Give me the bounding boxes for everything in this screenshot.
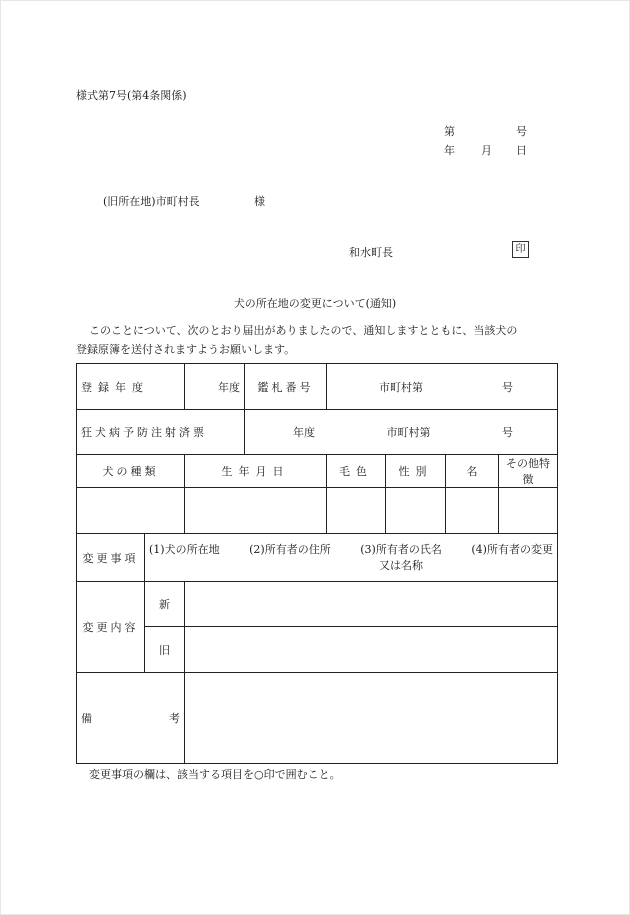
change-content-label: 変更内容 xyxy=(82,621,139,634)
col-birth-cell xyxy=(185,455,327,488)
addressee-name: (旧所在地)市町村長 xyxy=(103,195,200,208)
change-options-cell[interactable] xyxy=(145,534,558,582)
change-content-label-cell xyxy=(77,582,145,673)
change-option-3: (3)所有者の氏名 xyxy=(360,542,442,556)
date-day: 日 xyxy=(516,144,527,157)
row-change-items xyxy=(77,534,558,582)
col-breed: 犬の種類 xyxy=(102,465,159,478)
row-change-old xyxy=(77,627,558,673)
remarks-label-left: 備 xyxy=(81,712,92,725)
col-sex: 性別 xyxy=(398,465,433,478)
change-item-label-cell xyxy=(77,534,145,582)
col-birth: 生年月日 xyxy=(221,465,290,478)
old-value-cell[interactable] xyxy=(185,627,558,673)
new-value-cell[interactable] xyxy=(185,582,558,627)
seal-stamp: 印 xyxy=(512,241,529,258)
doc-number-dai: 第 xyxy=(444,125,455,138)
row-change-new xyxy=(77,582,558,627)
col-coat-cell xyxy=(327,455,386,488)
footnote: 変更事項の欄は、該当する項目を○印で囲むこと。 xyxy=(89,768,341,781)
registration-table xyxy=(76,363,558,764)
rabies-label-cell xyxy=(77,410,245,455)
change-option-4[interactable]: (4)所有者の変更 xyxy=(471,542,553,556)
breed-value-cell[interactable] xyxy=(77,488,185,534)
row-dog-headers xyxy=(77,455,558,488)
doc-number-go: 号 xyxy=(516,125,527,138)
reg-year-label: 登録年度 xyxy=(81,380,149,394)
tag-value-cell[interactable] xyxy=(327,364,558,410)
col-name: 名 xyxy=(466,465,478,478)
sex-value-cell[interactable] xyxy=(386,488,446,534)
tag-city: 市町村第 xyxy=(379,380,423,394)
name-value-cell[interactable] xyxy=(446,488,499,534)
remarks-label-cell xyxy=(77,673,185,764)
change-item-label: 変更事項 xyxy=(82,551,139,565)
row-remarks xyxy=(77,673,558,764)
col-other: その他特徴 xyxy=(506,457,550,486)
birth-value-cell[interactable] xyxy=(185,488,327,534)
body-line-1: このことについて、次のとおり届出がありましたので、通知しますとともに、当該犬の xyxy=(89,324,518,337)
form-id: 様式第7号(第4条関係) xyxy=(76,89,187,102)
col-breed-cell xyxy=(77,455,185,488)
new-label-cell xyxy=(145,582,185,627)
new-label: 新 xyxy=(159,598,170,611)
old-label-cell xyxy=(145,627,185,673)
sender-name: 和水町長 xyxy=(349,246,393,259)
change-option-1[interactable]: (1)犬の所在地 xyxy=(149,542,220,556)
old-label: 旧 xyxy=(159,643,170,657)
tag-label: 鑑札番号 xyxy=(257,380,314,394)
col-other-cell xyxy=(499,455,558,488)
rabies-value-cell[interactable] xyxy=(245,410,558,455)
tag-label-cell xyxy=(245,364,327,410)
change-option-2[interactable]: (2)所有者の住所 xyxy=(249,542,331,556)
col-coat: 毛色 xyxy=(339,465,373,478)
addressee-honorific: 様 xyxy=(254,195,265,208)
remarks-label-right: 考 xyxy=(169,712,180,725)
reg-year-suffix: 年度 xyxy=(218,380,240,394)
change-option-3-group[interactable] xyxy=(360,542,442,574)
row-dog-values xyxy=(77,488,558,534)
reg-year-value-cell[interactable] xyxy=(185,364,245,410)
row-rabies xyxy=(77,410,558,455)
remarks-value-cell[interactable] xyxy=(185,673,558,764)
coat-value-cell[interactable] xyxy=(327,488,386,534)
other-value-cell[interactable] xyxy=(499,488,558,534)
document-title: 犬の所在地の変更について(通知) xyxy=(233,297,397,310)
rabies-year: 年度 xyxy=(293,426,315,439)
reg-year-label-cell xyxy=(77,364,185,410)
rabies-label: 狂犬病予防注射済票 xyxy=(81,426,207,439)
col-name-cell xyxy=(446,455,499,488)
rabies-city: 市町村第 xyxy=(386,426,431,439)
change-option-3-line2: 又は名称 xyxy=(379,558,424,572)
body-line-2: 登録原簿を送付されますようお願いします。 xyxy=(76,343,296,356)
col-sex-cell xyxy=(386,455,446,488)
tag-go: 号 xyxy=(502,380,513,394)
date-year: 年 xyxy=(444,144,455,157)
rabies-go: 号 xyxy=(502,426,513,439)
row-registration xyxy=(77,364,558,410)
date-month: 月 xyxy=(481,144,492,157)
